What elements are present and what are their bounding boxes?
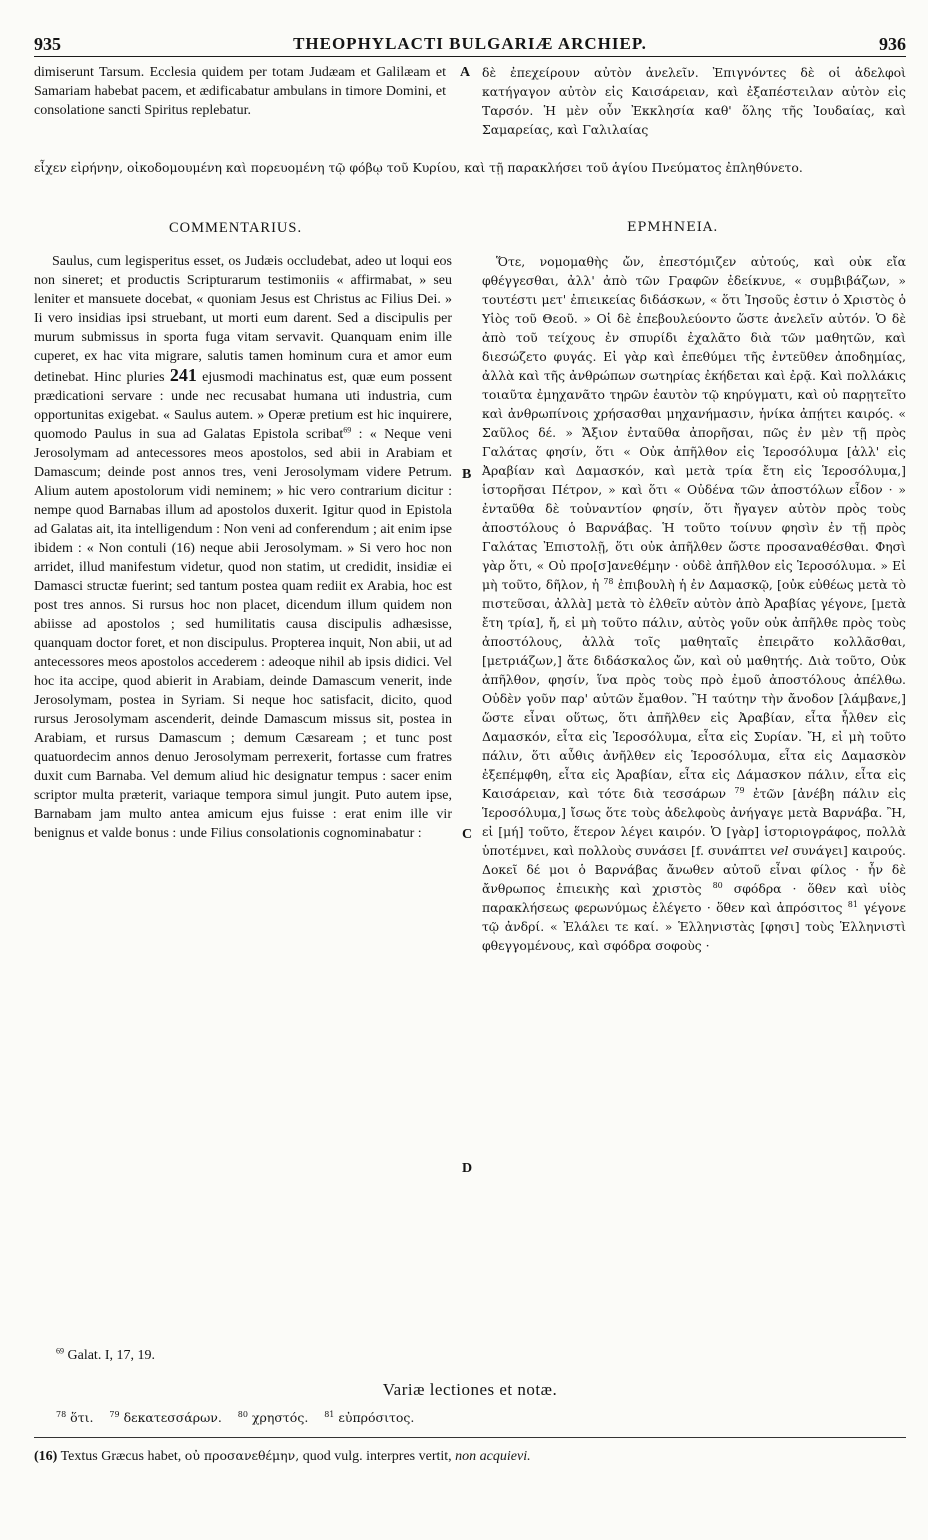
hermeneia-text-3: ἐτῶν [ἀνέβη πάλιν εἰς Ἱεροσόλυμα,] ἴσως ὅτε τοὺς ἀδελφοὺς ἀνήγαγε μετὰ Βαρνάβα. Ἢ, εἰ [μή] τοῦτο, ἕτερον λέγει καιρόν. Ὁ [γὰρ] ἱστοριογράφος, πολλὰ ὑποτέμνει, καὶ πολλοὺς συνάσει [f. συνάπτει <box>482 786 906 858</box>
commentarius-column <box>34 252 452 843</box>
commentarius-paragraph <box>34 252 452 843</box>
scripture-greek-part1: δὲ ἐπεχείρουν αὐτὸν ἀνελεῖν. Ἐπιγνόντες δὲ οἱ ἀδελφοὶ κατήγαγον αὐτὸν εἰς Καισάρειαν, καὶ ἐξαπέστειλαν αὐτὸν εἰς Ταρσόν. Ἡ μὲν οὖν Ἐκκλησία καθ' ὅλης τῆς Ἰουδαίας, καὶ Σαμαρείας, καὶ Γαλιλαίας <box>482 65 906 137</box>
note-greek: οὐ προσανεθέμην, <box>184 1448 300 1463</box>
variae-heading: Variæ lectiones et notæ. <box>382 1380 558 1399</box>
hermeneia-heading: ΕΡΜΗΝΕΙΑ. <box>627 220 719 235</box>
note-italic: non acquievi. <box>455 1449 531 1464</box>
footnote-ref: 69 <box>343 425 352 435</box>
variant-text: χρηστός. <box>251 1410 309 1425</box>
variant-number: 80 <box>237 1409 248 1419</box>
margin-letter-c: C <box>462 827 473 842</box>
variant-item <box>109 1410 221 1425</box>
variant-item <box>324 1410 414 1425</box>
variant-text: δεκατεσσάρων. <box>123 1410 222 1425</box>
footnote-number: 69 <box>56 1346 64 1356</box>
column-number: 241 <box>169 365 197 385</box>
footnote-rule <box>34 1437 906 1438</box>
scripture-latin: dimiserunt Tarsum. Ecclesia quidem per totam Judæam et Galilæam et Samariam habebat pacem, et ædificabatur ambulans in timore Domini, et consolatione sancti Spiritus replebatur. <box>34 65 446 118</box>
footnote-ref: 79 <box>734 785 745 795</box>
variant-item <box>56 1410 94 1425</box>
running-title: THEOPHYLACTI BULGARIÆ ARCHIEP. <box>293 34 647 53</box>
hermeneia-column <box>482 252 906 955</box>
variant-number: 81 <box>324 1409 335 1419</box>
variant-number: 78 <box>56 1409 67 1419</box>
footnote-galat <box>56 1348 155 1364</box>
variant-text: εὐπρόσιτος. <box>338 1410 415 1425</box>
margin-letter-b: B <box>462 467 472 482</box>
header-rule <box>34 56 906 57</box>
variant-number: 79 <box>109 1409 120 1419</box>
variae-list <box>56 1410 414 1425</box>
footnote-ref: 78 <box>603 576 614 586</box>
commentarius-heading: COMMENTARIUS. <box>169 220 303 236</box>
page <box>34 30 906 1520</box>
footnote-text: Galat. I, 17, 19. <box>67 1348 155 1363</box>
margin-letter-a: A <box>460 65 471 80</box>
hermeneia-paragraph <box>482 252 906 955</box>
commentarius-text-3: : « Neque veni Jerosolymam ad antecessores meos apostolos, sed abii in Arabiam et Damascum; deinde post annos tres, veni Jerosolymam videre Petrum. Alium autem apostolorum vidi neminem; » hic vero contrarium dicitur : nempe quod Barnabas illum ad apostolos duxerit. Igitur quod in Epistola ad Galatas ait, ita intelligendum : Non veni ad conferendum ; ait enim ipse ibidem : « Non contuli (16) neque abii Jerosolymam. » Si vero hoc non arridet, illud manifestum videtur, quod non statim, ut credidit, insidiæ ei Damasci structæ fuerint; sed tantum postea quam rediit ex Arabia, hoc est post tres annos. Si rursus hoc non placet, dicendum illum quidem non abiisse ad apostolos ; sed humilitatis causa discipulis adhæsisse, quanquam doctor foret, et non discipulus. Propterea inquit, Non abii, ut ad antecessores meos apostolos accederem : adeoque nihil ab ipsis didici. Vel hoc ita accipe, quod abierit in Arabiam, deinde Damascum venerit, inde Jerosolymam, postea in Syriam. Si neque hoc satisfacit, dicito, quod rursus Jerosolymam ascenderit, deinde Damascum missus sit, postea in Arabiam, et rursus Damascum ; demum Cæsaream ; et tunc post quatuordecim annos denuo Jerosolymam perrexerit, fortasse cum fratres duxit cum Barnaba. Vel demum aliud hic designatur tempus : sacer enim scriptor multa præterit, variaque tempora simul jungit. Puto autem ipse, Barnabam jam multo antea amicum ejus fuisse : erat enim ille vir benignus et valde bonus : unde Filius consolationis cognominabatur : <box>34 427 453 841</box>
page-number-left: 935 <box>34 34 61 54</box>
page-number-right: 936 <box>879 34 906 54</box>
margin-letter-d: D <box>462 1161 473 1176</box>
variant-item <box>238 1410 309 1425</box>
hermeneia-text-6: γέγονε τῷ ἀνδρί. « Ἐλάλει τε καί. » Ἑλληνιστὰς [φησι] τοὺς Ἑλληνιστὶ φθεγγομένους, καὶ σφόδρα σοφοὺς · <box>482 900 906 953</box>
scripture-greek-part2: εἶχεν εἰρήνην, οἰκοδομουμένη καὶ πορευομένη τῷ φόβῳ τοῦ Κυρίου, καὶ τῇ παρακλήσει τοῦ ἁγίου Πνεύματος ἐπληθύνετο. <box>34 160 803 175</box>
hermeneia-text-5: σφόδρα · ὅθεν καὶ υἱὸς παρακλήσεως φερωνύμως ἐλέγετο · ὅθεν καὶ ἀπρόσιτος <box>482 881 906 915</box>
running-header <box>34 30 906 60</box>
note-text-2: quod vulg. interpres vertit, <box>302 1449 452 1464</box>
note-number: (16) <box>34 1449 58 1464</box>
commentarius-text-1: Saulus, cum legisperitus esset, os Judæis occludebat, adeo ut loqui eos non sineret; et productis Scripturarum testimoniis « affirmabat, » seu leniter et mansuete docebat, « quoniam Jesus est Christus ac Filius Dei. » Ii vero insidias ipsi struebant, ut morti eum darent. Sed a discipulis per murum submissus in sporta fuga vitam servavit. Quanquam enim ille cuperet, ex hac vita migrare, salutis tamen hominum cura et amor eum detinebat. Hinc pluries <box>34 254 452 385</box>
footnote-ref: 81 <box>847 899 858 909</box>
commentarius-text-2: ejusmodi machinatus est, quæ eum possent prædicationi servare : unde nec recusabat humana uti industria, cum opportunitas exigebat. « Saulus autem. » Operæ pretium est hic inquirere, quomodo Paulus in sua ad Galatas Epistola scribat <box>34 370 453 442</box>
note-text-1: Textus Græcus habet, <box>60 1449 182 1464</box>
footnote-ref: 80 <box>712 880 723 890</box>
hermeneia-text-2: ἐπιβουλὴ ἡ ἐν Δαμασκῷ, [οὐκ εὐθέως μετὰ τὸ πιστεῦσαι, ἀλλὰ] μετὰ τὸ ἐλθεῖν αὐτὸν ἀπὸ Ἀραβίας γέγονε, [μετὰ ἔτη τρία], ἤ, εἰ μὴ τοῦτο πάλιν, αὐτὸς γοῦν οὐκ ἀπῆλθε πρὸς τοὺς ἀποστόλους, ἀλλὰ τοῖς μαθηταῖς ἐπειρᾶτο κολλᾶσθαι, [μετριάζων,] ἅτε διδάσκαλος ὤν, καὶ οὐ μαθητής. Διὰ τοῦτο, Οὐκ ἀπῆλθον, φησίν, ἵνα πρὸς τοὺς πρὸ ἐμοῦ ἀποστόλους ἀπέλθω. Οὐδὲν γοῦν παρ' αὐτῶν ἔμαθον. Ἢ ταύτην τὴν ἄνοδον [λάμβανε,] ὥστε εἶναι οὕτως, ὅτι ἀπῆλθεν εἰς Ἀραβίαν, εἶτα ἦλθεν εἰς Δαμασκόν, εἶτα εἰς Ἱεροσόλυμα, εἶτα εἰς Συρίαν. Ἤ, εἰ μὴ τοῦτο πάλιν, ὅτι αὖθις ἀνῆλθεν εἰς Ἱεροσόλυμα, εἶτα εἰς Δαμασκὸν ἐξεπέμφθη, εἶτα εἰς Ἀραβίαν, εἶτα εἰς Δάμασκον πάλιν, εἶτα εἰς Καισάρειαν, καὶ τότε διὰ τεσσάρων <box>482 577 906 801</box>
note-16 <box>34 1448 531 1465</box>
hermeneia-vel: vel <box>770 843 789 858</box>
variant-text: ὅτι. <box>70 1410 94 1425</box>
hermeneia-text-1: Ὅτε, νομομαθὴς ὤν, ἐπεστόμιζεν αὐτούς, καὶ οὐκ εἴα φθέγγεσθαι, ἀλλ' ἀπὸ τῶν Γραφῶν ἐδείκνυε, « συμβιβάζων, » τουτέστι μετ' ἐπιεικείας διδάσκων, « ὅτι Ἰησοῦς ἐστιν ὁ Χριστὸς ὁ Υἱὸς τοῦ Θεοῦ. » Οἱ δὲ ἐπεβουλεύοντο ὥστε ἀνελεῖν αὐτόν. Ὁ δὲ ἀπὸ τοῦ τείχους ἐν σπυρίδι ἐχαλᾶτο διὰ τῶν μαθητῶν, καὶ διεσώζετο φυγάς. Εἰ γὰρ καὶ ἐπεθύμει τῆς ἐντεῦθεν ἀποδημίας, ἀλλὰ καὶ τῆς ἀνθρώπων σωτηρίας ἐκήδεται καὶ ἐρᾷ. Καὶ πολλάκις τοιαῦτα ἐμηχανᾶτο τηρῶν ἑαυτὸν τῷ κηρύγματι, καὶ οὐ παρῃτεῖτο καὶ ἀνθρωπίνοις χρήσασθαι μηχανήμασιν, ἡνίκα ἀπῄτει καιρός. « Σαῦλος δέ. » Ἄξιον ἐνταῦθα ἀπορῆσαι, πῶς ἐν μὲν τῇ πρὸς Γαλάτας φησίν, ὅτι « Οὐκ ἀπῆλθον εἰς Ἱεροσόλυμα [ἀλλ' εἰς Ἀραβίαν καὶ Δαμασκόν, καὶ μετὰ τρία ἔτη εἰς Ἱεροσόλυμα,] ἱστορῆσαι Πέτρον, » καὶ ὅτι « Οὐδένα τῶν ἀποστόλων εἶδον · » ἐνταῦθα δὲ τοὐναντίον φησίν, ὅτι ἤγαγεν αὐτὸν πρὸς τοὺς ἀποστόλους ὁ Βαρνάβας. Ἡ τοῦτο τοίνυν φησὶν ἐν τῇ πρὸς Γαλάτας Ἐπιστολῇ, ὅτι οὐκ ἀπῆλθεν ὥστε προσαναθέσθαι. Φησὶ γὰρ ὅτι, « Οὐ προ[σ]ανεθέμην · οὐδὲ ἀπῆλθον εἰς Ἱεροσόλυμα. » Εἰ μὴ τοῦτο, δῆλον, ἡ <box>482 254 906 592</box>
column-headings <box>34 220 906 242</box>
hermeneia-text-4: συνάγει] καιρούς. Δοκεῖ δέ μοι ὁ Βαρνάβας ἄνωθεν αὐτοῦ εἶναι φίλος · ἦν δὲ ἄνθρωπος ἐπιεικὴς καὶ χριστὸς <box>482 843 906 896</box>
